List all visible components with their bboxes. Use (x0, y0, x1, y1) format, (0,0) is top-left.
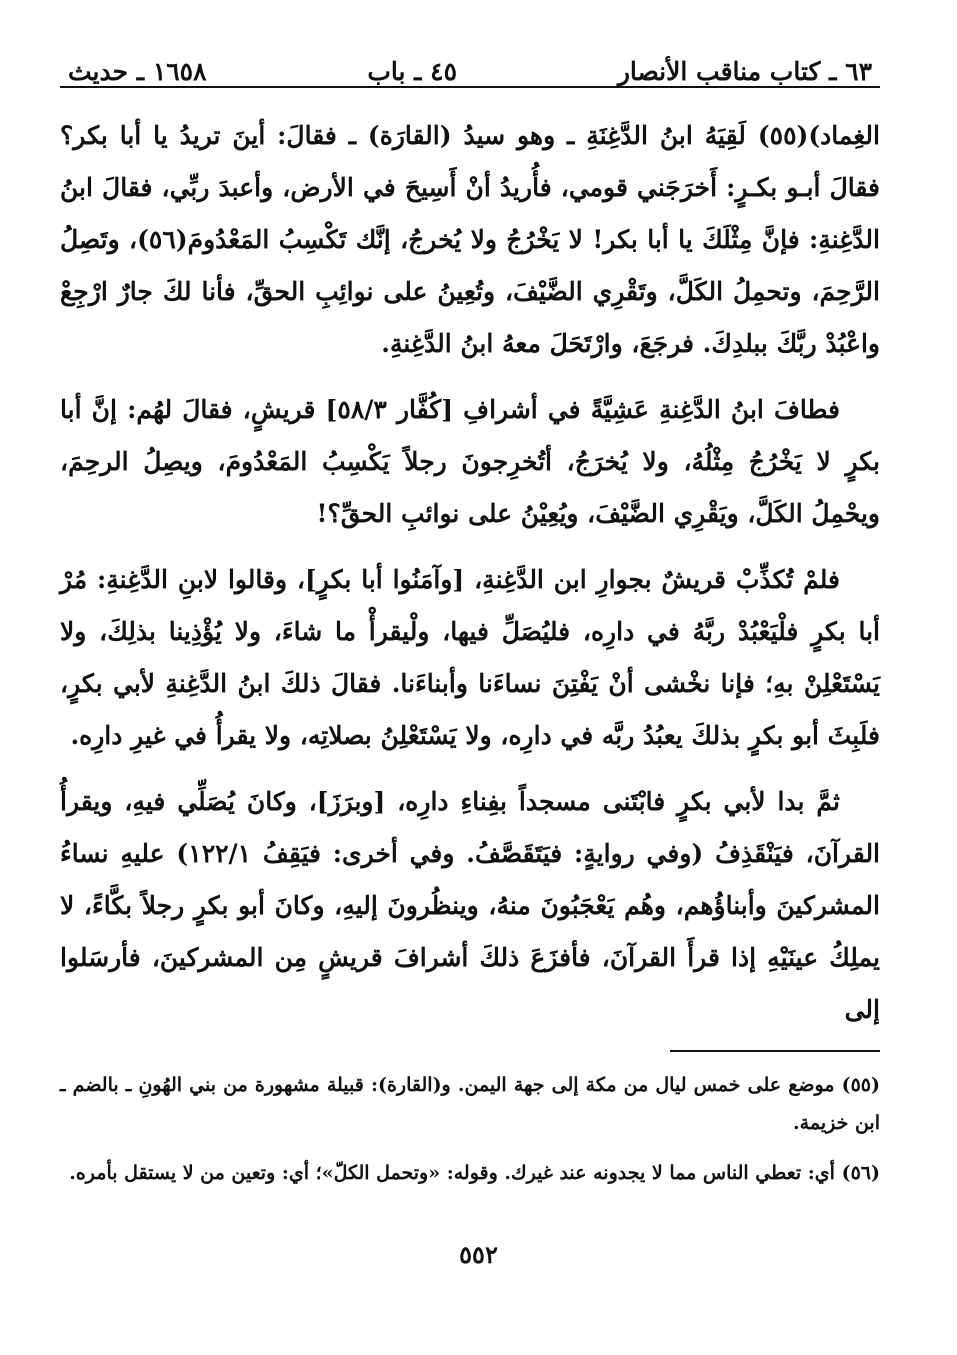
footnote-divider (670, 1050, 880, 1052)
footnotes (60, 1066, 880, 1192)
main-text (60, 110, 880, 1036)
header-chapter: ٤٥ ـ باب (367, 57, 458, 86)
page-number: ٥٥٢ (459, 1240, 498, 1269)
footnote: (٥٦) أي: تعطي الناس مما لا يجدونه عند غيرك. وقوله: «وتحمل الكلّ»؛ أي: وتعين من لا يستقل بأمره. (69, 1162, 880, 1184)
paragraph: فطافَ ابنُ الدَّغِنةِ عَشِيَّةً في أشرافِ [كُفَّار ٥٨/٣] قريشٍ، فقالَ لهُم: إنَّ أبا بكرٍ لا يَخْرُجُ مِثْلُهُ، ولا يُخرَجُ، أتُخرِجونَ رجلاً يَكْسِبُ المَعْدُومَ، ويصِلُ الرحِمَ، ويحْمِلُ الكَلَّ، ويَقْرِي الضَّيْفَ، ويُعِيْنُ على نوائبِ الحقِّ؟! (60, 395, 881, 528)
paragraph: الغِماد)(٥٥) لَقِيَهُ ابنُ الدَّغِنَةِ ـ وهو سيدُ (القارَة) ـ فقالَ: أينَ تريدُ يا أبا بكر؟ فقالَ أبـو بكـرٍ: أَخرَجَني قومي، فأُريدُ أنْ أَسِيحَ في الأرض، وأعبدَ ربِّي، فقالَ ابنُ الدَّغِنةِ: فإنَّ مِثْلَكَ يا أبا بكر! لا يَخْرُجُ ولا يُخرجُ، إنَّك تَكْسِبُ المَعْدُومَ(٥٦)، وتَصِلُ الرَّحِمَ، وتحمِلُ الكَلَّ، وتَقْرِي الضَّيْفَ، وتُعِينُ على نوائِبِ الحقِّ، فأنا لكَ جارٌ ارْجِعْ واعْبُدْ ربَّكَ ببلدِكَ. فرجَعَ، وارْتَحَلَ معهُ ابنُ الدَّغِنةِ. (60, 121, 880, 358)
paragraph: ثمَّ بدا لأبي بكرٍ فابْتَنى مسجداً بفِناءِ دارِه، [وبرَزَ]، وكانَ يُصَلِّي فيهِ، ويقرأُ القرآنَ، فيَنْقَذِفُ (وفي روايةٍ: فيَتَقَصَّفُ. وفي أخرى: فيَقِفُ ١٢٢/١) عليهِ نساءُ المشركينَ وأبناؤُهم، وهُم يَعْجَبُونَ منهُ، وينظُرونَ إليهِ، وكانَ أبو بكرٍ رجلاً بكَّاءً، لا يملِكُ عينَيْهِ إذا قرأَ القرآنَ، فأفزَعَ ذلكَ أشرافَ قريشٍ مِن المشركينَ، فأرسَلوا إلى (60, 787, 881, 1024)
footnote: (٥٥) موضع على خمس ليال من مكة إلى جهة اليمن. و(القارة): قبيلة مشهورة من بني الهُونِ ـ بالضم ـ ابن خزيمة. (60, 1074, 880, 1134)
book-page (60, 40, 880, 1204)
header-book-title: ٦٣ ـ كتاب مناقب الأنصار (617, 57, 872, 86)
paragraph: فلمْ تُكذِّبْ قريشٌ بجوارِ ابن الدَّغِنةِ، [وآمَنُوا أبا بكرٍ]، وقالوا لابنِ الدَّغِنةِ: مُرْ أبا بكرٍ فلْيَعْبُدْ ربَّهُ في دارِه، فليُصَلِّ فيها، ولْيقرأْ ما شاءَ، ولا يُؤْذِينا بذلِكَ، ولا يَسْتَعْلِنْ بهِ؛ فإنا نخْشى أنْ يَفْتِنَ نساءَنا وأبناءَنا. فقالَ ذلكَ ابنُ الدَّغِنةِ لأبي بكرٍ، فلَبِثَ أبو بكرٍ بذلكَ يعبُدُ ربَّه في دارِه، ولا يَسْتَعْلِنُ بصلاتِه، ولا يقرأُ في غيرِ دارِه. (60, 565, 880, 750)
header-hadith-number: ١٦٥٨ ـ حديث (68, 57, 207, 86)
running-header (60, 40, 880, 88)
